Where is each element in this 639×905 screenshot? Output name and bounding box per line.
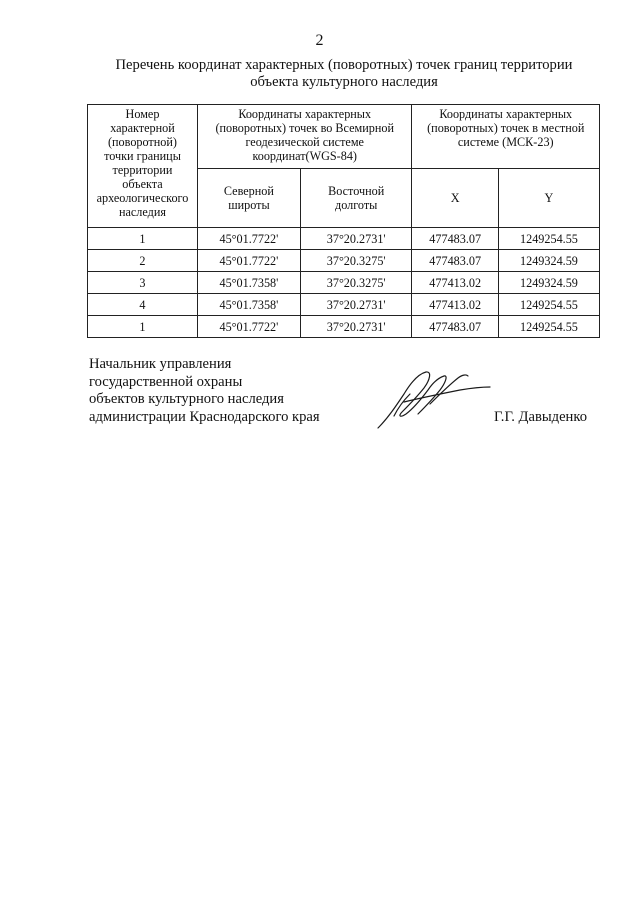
header-point-number-line: точки границы	[104, 149, 181, 163]
cell-longitude: 37°20.2731'	[300, 228, 412, 250]
header-msk-line: Координаты характерных	[439, 107, 573, 121]
cell-x: 477413.02	[412, 294, 498, 316]
cell-latitude: 45°01.7358'	[197, 272, 300, 294]
cell-latitude: 45°01.7722'	[197, 250, 300, 272]
cell-point-number: 1	[88, 316, 198, 338]
title-line-1: Перечень координат характерных (поворотных) точек границ территории	[115, 57, 573, 73]
header-longitude-line: долготы	[335, 198, 378, 212]
document-title	[90, 57, 598, 91]
signatory-position-line: Начальник управления	[89, 356, 232, 372]
signatory-position-line: государственной охраны	[89, 373, 243, 390]
cell-point-number: 4	[88, 294, 198, 316]
header-point-number-line: Номер	[125, 107, 160, 121]
cell-y: 1249254.55	[498, 316, 599, 338]
header-wgs-line: Координаты характерных	[238, 107, 372, 121]
title-line-2: объекта культурного наследия	[250, 74, 438, 90]
header-wgs-line: координат(WGS-84)	[252, 149, 357, 163]
table-row	[88, 316, 600, 338]
header-latitude-line: широты	[228, 198, 270, 212]
coordinates-table	[87, 104, 600, 338]
cell-y: 1249324.59	[498, 272, 599, 294]
cell-latitude: 45°01.7358'	[197, 294, 300, 316]
header-longitude-line: Восточной	[328, 184, 385, 198]
handwritten-signature	[374, 368, 494, 432]
table-row	[88, 294, 600, 316]
cell-y: 1249324.59	[498, 250, 599, 272]
header-wgs-line: (поворотных) точек во Всемирной	[215, 121, 394, 135]
signatory-position	[89, 356, 320, 426]
header-msk-line: системе (МСК-23)	[457, 135, 554, 149]
cell-longitude: 37°20.2731'	[300, 316, 412, 338]
table-row	[88, 250, 600, 272]
header-point-number-line: (поворотной)	[107, 135, 177, 149]
cell-y: 1249254.55	[498, 294, 599, 316]
cell-point-number: 1	[88, 228, 198, 250]
cell-x: 477483.07	[412, 316, 498, 338]
cell-x: 477413.02	[412, 272, 498, 294]
cell-point-number: 2	[88, 250, 198, 272]
cell-x: 477483.07	[412, 250, 498, 272]
cell-longitude: 37°20.3275'	[300, 250, 412, 272]
cell-x: 477483.07	[412, 228, 498, 250]
cell-y: 1249254.55	[498, 228, 599, 250]
header-latitude	[197, 169, 300, 228]
header-point-number-line: характерной	[110, 121, 175, 135]
table-row	[88, 228, 600, 250]
header-point-number-line: объекта	[122, 177, 163, 191]
header-point-number-line: археологического	[96, 191, 189, 205]
signer-name: Г.Г. Давыденко	[494, 409, 588, 425]
header-wgs-group	[197, 105, 412, 169]
signatory-position-line: объектов культурного наследия	[89, 391, 284, 407]
header-latitude-line: Северной	[223, 184, 274, 198]
header-point-number	[88, 105, 198, 228]
cell-longitude: 37°20.3275'	[300, 272, 412, 294]
header-y: Y	[498, 169, 599, 228]
header-point-number-line: наследия	[118, 205, 166, 219]
cell-longitude: 37°20.2731'	[300, 294, 412, 316]
header-wgs-line: геодезической системе	[245, 135, 364, 149]
table-row	[88, 272, 600, 294]
header-x: X	[412, 169, 498, 228]
signatory-position-line: администрации Краснодарского края	[89, 408, 320, 425]
header-msk-group	[412, 105, 600, 169]
cell-point-number: 3	[88, 272, 198, 294]
cell-latitude: 45°01.7722'	[197, 316, 300, 338]
header-point-number-line: территории	[112, 163, 173, 177]
header-msk-line: (поворотных) точек в местной	[427, 121, 585, 135]
header-longitude	[300, 169, 412, 228]
cell-latitude: 45°01.7722'	[197, 228, 300, 250]
page-number: 2	[315, 32, 324, 49]
